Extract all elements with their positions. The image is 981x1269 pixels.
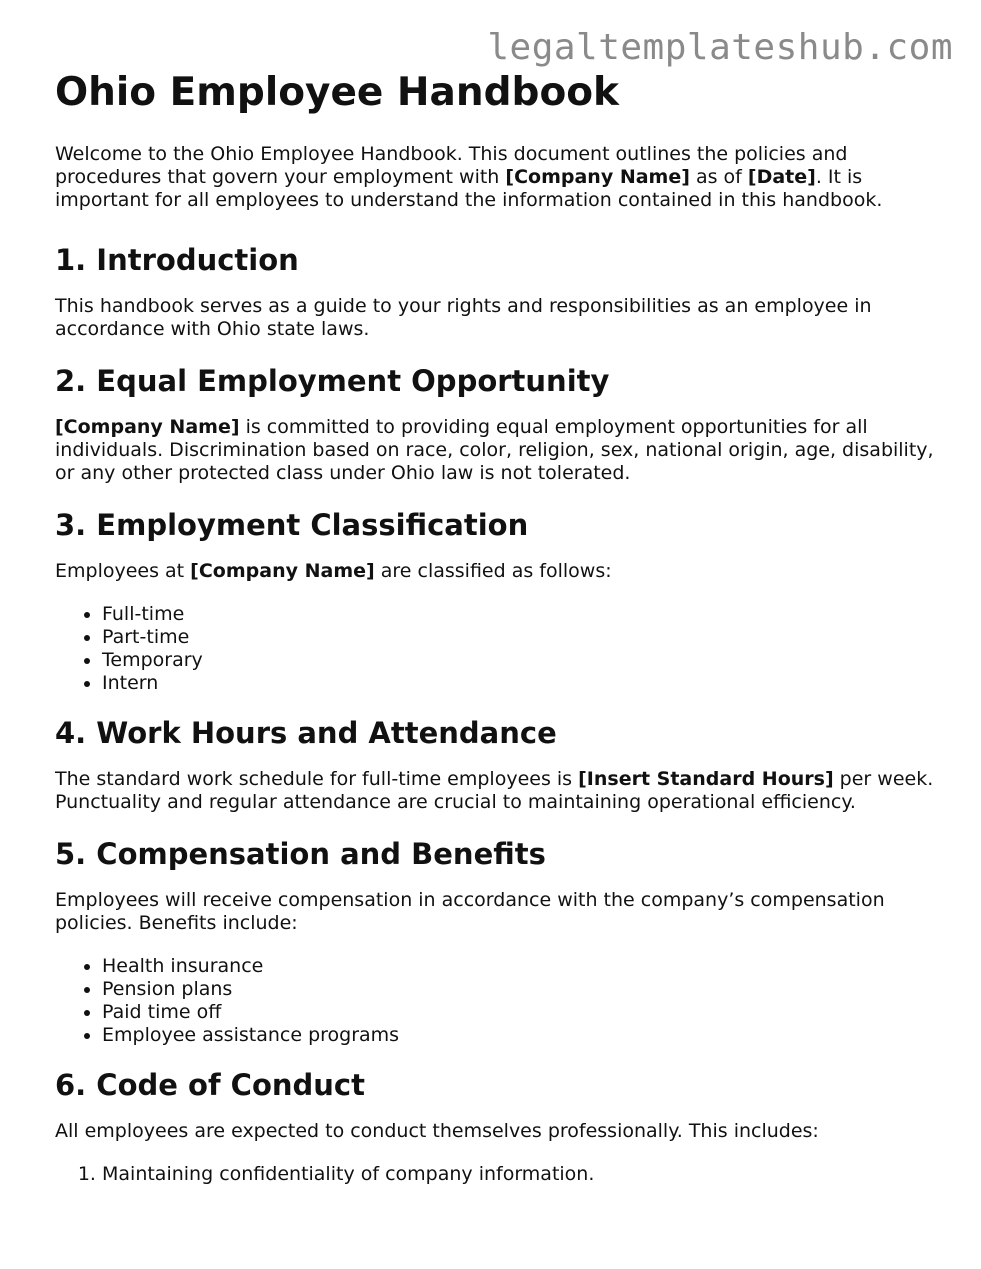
- list-item: • Intern: [102, 672, 945, 695]
- section-equal-employment: [55, 363, 945, 485]
- intro-paragraph: [55, 143, 945, 212]
- company-name-placeholder: [Company Name]: [190, 560, 375, 582]
- section-text: All employees are expected to conduct themselves professionally. This includes:: [55, 1120, 819, 1142]
- section-heading: 3. Employment Classification: [55, 508, 529, 542]
- section-heading: 6. Code of Conduct: [55, 1068, 365, 1102]
- section-heading: 5. Compensation and Benefits: [55, 837, 546, 871]
- section-text-1: Employees at: [55, 560, 191, 582]
- section-introduction: [55, 242, 945, 341]
- list-item: • Pension plans: [102, 978, 945, 1001]
- intro-text-3: . It is important for all employees to understand the information contained in this handbook.: [55, 166, 883, 211]
- page-title: Ohio Employee Handbook: [55, 70, 619, 115]
- list-item: • Part-time: [102, 626, 945, 649]
- list-item: • Employee assistance programs: [102, 1024, 945, 1047]
- section-work-hours: [55, 715, 945, 814]
- section-text: This handbook serves as a guide to your rights and responsibilities as an employee in accordance with Ohio state laws.: [55, 295, 872, 340]
- section-classification: [55, 507, 945, 695]
- watermark: legaltemplateshub.com: [487, 27, 953, 68]
- list-item: • Full-time: [102, 603, 945, 626]
- classification-list: [55, 603, 945, 695]
- section-text-body: is committed to providing equal employment opportunities for all individuals. Discrimination based on race, color, religion, sex, national origin, age, disability, or any other protected class under Ohio law is not tolerated.: [55, 416, 934, 484]
- date-placeholder: [Date]: [747, 166, 816, 188]
- list-item: • Health insurance: [102, 955, 945, 978]
- section-text-1: The standard work schedule for full-time employees is: [55, 768, 579, 790]
- section-heading: 1. Introduction: [55, 243, 299, 277]
- section-text-2: are classified as follows:: [374, 560, 612, 582]
- section-text: [55, 768, 945, 814]
- section-code-of-conduct: [55, 1067, 945, 1186]
- conduct-list: [55, 1163, 945, 1186]
- section-compensation: [55, 836, 945, 1047]
- section-heading: 2. Equal Employment Opportunity: [55, 364, 610, 398]
- intro-text-2: as of: [689, 166, 748, 188]
- list-item: • Paid time off: [102, 1001, 945, 1024]
- list-item: 1. Maintaining confidentiality of company information.: [102, 1163, 945, 1186]
- benefits-list: [55, 955, 945, 1047]
- section-text-2: per week. Punctuality and regular attendance are crucial to maintaining operational efficiency.: [55, 768, 934, 813]
- section-heading: 4. Work Hours and Attendance: [55, 716, 557, 750]
- list-item: • Temporary: [102, 649, 945, 672]
- section-text: [55, 560, 945, 583]
- company-name-placeholder: [Company Name]: [505, 166, 690, 188]
- company-name-placeholder: [Company Name]: [55, 416, 240, 438]
- intro-text-1: Welcome to the Ohio Employee Handbook. This document outlines the policies and procedures that govern your employment with: [55, 143, 848, 188]
- section-text: [55, 416, 945, 485]
- hours-placeholder: [Insert Standard Hours]: [578, 768, 834, 790]
- document-page: [55, 68, 945, 1206]
- section-text: Employees will receive compensation in accordance with the company’s compensation policies. Benefits include:: [55, 889, 885, 934]
